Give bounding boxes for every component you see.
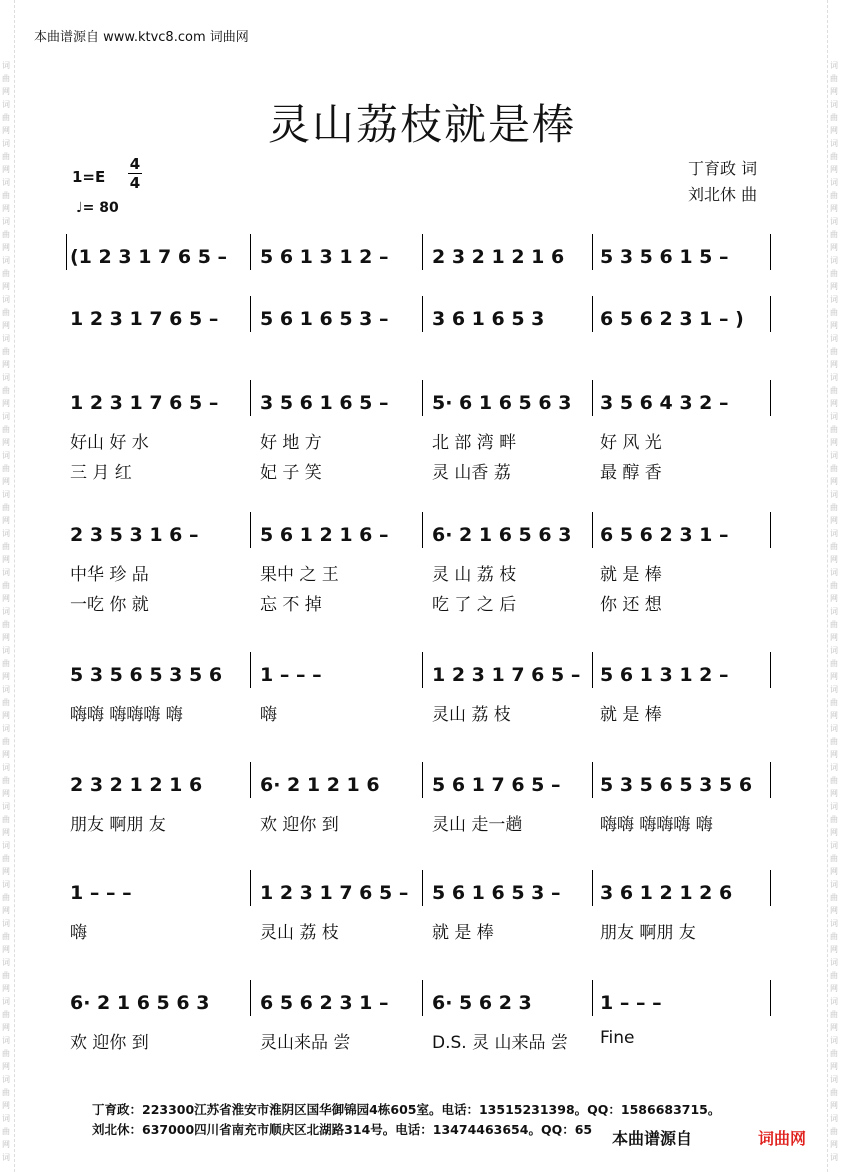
watermark-glyph: 网	[830, 243, 838, 252]
watermark-glyph: 曲	[830, 542, 838, 551]
measure-notes: 6 5 6 2 3 1 –	[260, 992, 389, 1014]
watermark-glyph: 词	[2, 178, 10, 187]
watermark-glyph: 曲	[2, 698, 10, 707]
watermark-glyph: 网	[2, 126, 10, 135]
watermark-glyph: 词	[830, 139, 838, 148]
watermark-glyph: 网	[830, 87, 838, 96]
measure-notes: 5 3 5 6 5 3 5 6	[600, 774, 753, 796]
watermark-glyph: 网	[2, 399, 10, 408]
barline	[592, 870, 593, 906]
watermark-glyph: 网	[830, 321, 838, 330]
watermark-glyph: 曲	[830, 1127, 838, 1136]
barline	[592, 234, 593, 270]
watermark-glyph: 网	[830, 750, 838, 759]
barline	[250, 870, 251, 906]
watermark-glyph: 网	[2, 360, 10, 369]
watermark-glyph: 词	[2, 1075, 10, 1084]
watermark-glyph: 词	[2, 685, 10, 694]
watermark-glyph: 曲	[2, 152, 10, 161]
watermark-glyph: 曲	[2, 854, 10, 863]
watermark-glyph: 网	[2, 594, 10, 603]
watermark-glyph: 网	[2, 789, 10, 798]
barline	[592, 380, 593, 416]
watermark-glyph: 网	[830, 1062, 838, 1071]
lyric-line-2: 一吃 你 就	[70, 595, 149, 615]
barline	[250, 512, 251, 548]
watermark-glyph: 词	[2, 100, 10, 109]
watermark-glyph: 曲	[2, 659, 10, 668]
time-signature	[128, 156, 142, 191]
watermark-glyph: 词	[830, 646, 838, 655]
watermark-glyph: 曲	[2, 74, 10, 83]
watermark-glyph: 网	[830, 672, 838, 681]
measure-notes: 5 6 1 6 5 3 –	[260, 308, 389, 330]
watermark-glyph: 网	[830, 555, 838, 564]
watermark-glyph: 曲	[830, 386, 838, 395]
measure-notes: 5 3 5 6 5 3 5 6	[70, 664, 223, 686]
lyric-line-2: 忘 不 掉	[260, 595, 322, 615]
watermark-glyph: 曲	[830, 776, 838, 785]
watermark-glyph: 词	[830, 217, 838, 226]
watermark-glyph: 词	[830, 334, 838, 343]
watermark-glyph: 词	[830, 1114, 838, 1123]
lyric-line-2: 你 还 想	[600, 595, 662, 615]
barline	[66, 234, 67, 270]
watermark-glyph: 网	[2, 945, 10, 954]
barline	[770, 234, 771, 270]
lyric-line-1: 朋友 啊朋 友	[70, 815, 166, 835]
watermark-glyph: 网	[2, 984, 10, 993]
barline	[770, 652, 771, 688]
watermark-glyph: 曲	[830, 815, 838, 824]
watermark-glyph: 网	[2, 516, 10, 525]
watermark-glyph: 曲	[830, 698, 838, 707]
watermark-glyph: 网	[2, 555, 10, 564]
watermark-glyph: 网	[830, 789, 838, 798]
barline	[770, 762, 771, 798]
watermark-glyph: 曲	[2, 425, 10, 434]
lyric-line-2: 三 月 红	[70, 463, 132, 483]
barline	[422, 762, 423, 798]
watermark-glyph: 曲	[2, 1049, 10, 1058]
watermark-glyph: 词	[2, 802, 10, 811]
watermark-glyph: 曲	[2, 230, 10, 239]
watermark-glyph: 曲	[830, 191, 838, 200]
watermark-glyph: 网	[2, 321, 10, 330]
watermark-glyph: 词	[2, 256, 10, 265]
watermark-glyph: 词	[2, 217, 10, 226]
lyric-line-2: 灵 山香 荔	[432, 463, 511, 483]
measure-notes: 3 5 6 4 3 2 –	[600, 392, 729, 414]
lyric-line-1: Fine	[600, 1028, 635, 1048]
watermark-glyph: 词	[2, 373, 10, 382]
watermark-glyph: 网	[830, 1140, 838, 1149]
watermark-glyph: 曲	[830, 308, 838, 317]
watermark-glyph: 词	[2, 139, 10, 148]
watermark-glyph: 曲	[2, 464, 10, 473]
watermark-glyph: 网	[830, 633, 838, 642]
watermark-glyph: 网	[830, 126, 838, 135]
lyric-line-1: 中华 珍 品	[70, 565, 149, 585]
watermark-glyph: 词	[830, 802, 838, 811]
watermark-glyph: 曲	[830, 1049, 838, 1058]
watermark-glyph: 词	[2, 919, 10, 928]
barline	[592, 980, 593, 1016]
lyricist: 丁育政 词	[688, 159, 758, 178]
watermark-glyph: 网	[830, 204, 838, 213]
brand-logo-text: 词曲网	[758, 1129, 807, 1148]
watermark-glyph: 曲	[2, 737, 10, 746]
lyric-line-1: 灵山 荔 枝	[260, 923, 339, 943]
watermark-glyph: 词	[2, 763, 10, 772]
barline	[770, 512, 771, 548]
watermark-glyph: 网	[830, 477, 838, 486]
watermark-glyph: 曲	[2, 581, 10, 590]
credits	[688, 156, 757, 208]
watermark-glyph: 曲	[2, 893, 10, 902]
lyric-line-1: 果中 之 王	[260, 565, 339, 585]
watermark-glyph: 网	[830, 516, 838, 525]
watermark-glyph: 曲	[2, 815, 10, 824]
watermark-glyph: 词	[830, 724, 838, 733]
lyric-line-1: 欢 迎你 到	[70, 1033, 149, 1053]
footer-line-2: 刘北休：637000四川省南充市顺庆区北湖路314号。电话：13474463654。QQ：65	[92, 1122, 593, 1137]
barline	[422, 870, 423, 906]
barline	[422, 512, 423, 548]
watermark-glyph: 网	[830, 1023, 838, 1032]
watermark-glyph: 词	[2, 529, 10, 538]
composer: 刘北休 曲	[688, 185, 758, 204]
watermark-glyph: 网	[2, 1023, 10, 1032]
watermark-glyph: 网	[2, 633, 10, 642]
watermark-glyph: 网	[2, 477, 10, 486]
barline	[250, 980, 251, 1016]
lyric-line-1: 灵 山 荔 枝	[432, 565, 517, 585]
watermark-glyph: 曲	[830, 1010, 838, 1019]
measure-notes: (1 2 3 1 7 6 5 –	[70, 246, 228, 268]
barline	[592, 652, 593, 688]
watermark-glyph: 词	[830, 958, 838, 967]
watermark-glyph: 网	[2, 1062, 10, 1071]
barline	[770, 380, 771, 416]
measure-notes: 2 3 5 3 1 6 –	[70, 524, 199, 546]
watermark-glyph: 曲	[2, 386, 10, 395]
measure-notes: 5 6 1 2 1 6 –	[260, 524, 389, 546]
source-header: 本曲谱源自 www.ktvc8.com 词曲网	[34, 30, 249, 45]
watermark-glyph: 词	[830, 685, 838, 694]
watermark-glyph: 词	[830, 919, 838, 928]
time-bottom: 4	[129, 174, 141, 192]
time-top: 4	[129, 155, 141, 173]
lyric-line-1: 好 地 方	[260, 433, 322, 453]
watermark-glyph: 网	[830, 828, 838, 837]
watermark-glyph: 网	[830, 282, 838, 291]
watermark-glyph: 词	[2, 1114, 10, 1123]
barline	[422, 296, 423, 332]
measure-notes: 1 2 3 1 7 6 5 –	[70, 308, 219, 330]
song-title: 灵山荔枝就是棒	[267, 100, 576, 149]
barline	[250, 652, 251, 688]
lyric-line-2: 妃 子 笑	[260, 463, 322, 483]
measure-notes: 1 – – –	[70, 882, 132, 904]
watermark-glyph: 曲	[830, 581, 838, 590]
measure-notes: 1 2 3 1 7 6 5 –	[70, 392, 219, 414]
watermark-glyph: 曲	[830, 74, 838, 83]
lyric-line-1: 灵山 走一趟	[432, 815, 523, 835]
watermark-glyph: 词	[2, 646, 10, 655]
watermark-glyph: 词	[830, 568, 838, 577]
lyric-line-1: D.S. 灵 山来品 尝	[432, 1033, 568, 1053]
lyric-line-1: 嗨嗨 嗨嗨嗨 嗨	[70, 705, 183, 725]
left-watermark-strip	[0, 0, 15, 1172]
watermark-glyph: 词	[2, 1153, 10, 1162]
watermark-glyph: 网	[830, 360, 838, 369]
measure-notes: 2 3 2 1 2 1 6	[70, 774, 203, 796]
watermark-glyph: 曲	[2, 113, 10, 122]
watermark-glyph: 曲	[2, 620, 10, 629]
watermark-glyph: 曲	[2, 542, 10, 551]
watermark-glyph: 网	[2, 438, 10, 447]
watermark-glyph: 词	[830, 451, 838, 460]
watermark-glyph: 曲	[830, 971, 838, 980]
watermark-glyph: 词	[2, 61, 10, 70]
watermark-glyph: 曲	[2, 776, 10, 785]
watermark-glyph: 词	[2, 724, 10, 733]
barline	[422, 234, 423, 270]
lyric-line-1: 嗨嗨 嗨嗨嗨 嗨	[600, 815, 713, 835]
watermark-glyph: 词	[830, 1075, 838, 1084]
watermark-glyph: 曲	[830, 269, 838, 278]
barline	[422, 652, 423, 688]
watermark-glyph: 词	[2, 607, 10, 616]
watermark-glyph: 词	[830, 997, 838, 1006]
watermark-glyph: 曲	[830, 893, 838, 902]
tempo-mark: ♩= 80	[76, 200, 119, 216]
measure-notes: 3 6 1 2 1 2 6	[600, 882, 733, 904]
watermark-glyph: 词	[830, 178, 838, 187]
measure-notes: 1 2 3 1 7 6 5 –	[260, 882, 409, 904]
watermark-glyph: 词	[2, 334, 10, 343]
watermark-glyph: 曲	[2, 1088, 10, 1097]
watermark-glyph: 网	[2, 867, 10, 876]
watermark-glyph: 曲	[830, 737, 838, 746]
lyric-line-2: 最 醇 香	[600, 463, 662, 483]
watermark-glyph: 网	[2, 672, 10, 681]
watermark-glyph: 曲	[2, 347, 10, 356]
measure-notes: 3 5 6 1 6 5 –	[260, 392, 389, 414]
watermark-glyph: 曲	[2, 1010, 10, 1019]
watermark-glyph: 词	[2, 841, 10, 850]
watermark-glyph: 词	[830, 529, 838, 538]
lyric-line-1: 就 是 棒	[600, 565, 662, 585]
watermark-glyph: 词	[830, 100, 838, 109]
measure-notes: 5 3 5 6 1 5 –	[600, 246, 729, 268]
barline	[250, 380, 251, 416]
watermark-glyph: 词	[830, 373, 838, 382]
lyric-line-1: 嗨	[260, 705, 277, 725]
watermark-glyph: 词	[2, 997, 10, 1006]
watermark-glyph: 网	[2, 243, 10, 252]
watermark-glyph: 词	[2, 958, 10, 967]
watermark-glyph: 网	[2, 87, 10, 96]
watermark-glyph: 曲	[830, 1088, 838, 1097]
watermark-glyph: 网	[2, 282, 10, 291]
barline	[250, 762, 251, 798]
watermark-glyph: 曲	[2, 503, 10, 512]
watermark-glyph: 网	[830, 945, 838, 954]
brand-label: 本曲谱源自	[612, 1129, 693, 1148]
right-watermark-strip	[827, 0, 842, 1172]
measure-notes: 5 6 1 7 6 5 –	[432, 774, 561, 796]
watermark-glyph: 曲	[2, 308, 10, 317]
watermark-glyph: 词	[830, 412, 838, 421]
lyric-line-1: 灵山 荔 枝	[432, 705, 511, 725]
watermark-glyph: 网	[2, 711, 10, 720]
measure-notes: 5· 6 1 6 5 6 3	[432, 392, 572, 414]
watermark-glyph: 曲	[830, 347, 838, 356]
measure-notes: 6· 2 1 6 5 6 3	[432, 524, 572, 546]
footer-line-1: 丁育政：223300江苏省淮安市淮阴区国华御锦园4栋605室。电话：13515231398。QQ：1586683715。	[92, 1102, 721, 1117]
watermark-glyph: 词	[2, 412, 10, 421]
watermark-glyph: 网	[830, 984, 838, 993]
lyric-line-2: 吃 了 之 后	[432, 595, 517, 615]
watermark-glyph: 曲	[830, 464, 838, 473]
watermark-glyph: 曲	[830, 620, 838, 629]
watermark-glyph: 曲	[830, 503, 838, 512]
lyric-line-1: 嗨	[70, 923, 87, 943]
measure-notes: 1 – – –	[600, 992, 662, 1014]
watermark-glyph: 网	[2, 750, 10, 759]
watermark-glyph: 网	[830, 438, 838, 447]
watermark-glyph: 网	[2, 1101, 10, 1110]
watermark-glyph: 词	[2, 1036, 10, 1045]
watermark-glyph: 曲	[2, 1127, 10, 1136]
barline	[592, 762, 593, 798]
barline	[422, 380, 423, 416]
watermark-glyph: 词	[830, 61, 838, 70]
watermark-glyph: 网	[2, 828, 10, 837]
watermark-glyph: 曲	[830, 659, 838, 668]
watermark-glyph: 词	[830, 607, 838, 616]
watermark-glyph: 网	[830, 711, 838, 720]
measure-notes: 6· 5 6 2 3	[432, 992, 532, 1014]
watermark-glyph: 网	[830, 906, 838, 915]
lyric-line-1: 灵山来品 尝	[260, 1033, 351, 1053]
watermark-glyph: 曲	[830, 932, 838, 941]
barline	[250, 234, 251, 270]
lyric-line-1: 欢 迎你 到	[260, 815, 339, 835]
barline	[770, 870, 771, 906]
measure-notes: 1 – – –	[260, 664, 322, 686]
watermark-glyph: 词	[830, 1036, 838, 1045]
watermark-glyph: 网	[2, 906, 10, 915]
watermark-glyph: 词	[830, 841, 838, 850]
watermark-glyph: 曲	[2, 191, 10, 200]
watermark-glyph: 词	[2, 880, 10, 889]
watermark-glyph: 曲	[830, 152, 838, 161]
barline	[592, 512, 593, 548]
watermark-glyph: 网	[830, 867, 838, 876]
key-signature: 1=E	[72, 168, 106, 186]
measure-notes: 3 6 1 6 5 3	[432, 308, 545, 330]
watermark-glyph: 网	[2, 204, 10, 213]
watermark-glyph: 曲	[2, 269, 10, 278]
lyric-line-1: 北 部 湾 畔	[432, 433, 517, 453]
measure-notes: 2 3 2 1 2 1 6	[432, 246, 565, 268]
barline	[422, 980, 423, 1016]
watermark-glyph: 网	[830, 1101, 838, 1110]
measure-notes: 6 5 6 2 3 1 – )	[600, 308, 744, 330]
measure-notes: 1 2 3 1 7 6 5 –	[432, 664, 581, 686]
watermark-glyph: 词	[2, 568, 10, 577]
watermark-glyph: 曲	[830, 230, 838, 239]
lyric-line-1: 就 是 棒	[432, 923, 494, 943]
watermark-glyph: 曲	[2, 932, 10, 941]
watermark-glyph: 词	[830, 490, 838, 499]
measure-notes: 5 6 1 3 1 2 –	[600, 664, 729, 686]
lyric-line-1: 朋友 啊朋 友	[600, 923, 696, 943]
measure-notes: 5 6 1 3 1 2 –	[260, 246, 389, 268]
barline	[592, 296, 593, 332]
watermark-glyph: 词	[830, 256, 838, 265]
watermark-glyph: 词	[2, 490, 10, 499]
lyric-line-1: 就 是 棒	[600, 705, 662, 725]
lyric-line-1: 好 风 光	[600, 433, 662, 453]
watermark-glyph: 曲	[2, 971, 10, 980]
barline	[770, 980, 771, 1016]
barline	[770, 296, 771, 332]
measure-notes: 6· 2 1 2 1 6	[260, 774, 380, 796]
watermark-glyph: 词	[2, 295, 10, 304]
watermark-glyph: 词	[830, 1153, 838, 1162]
watermark-glyph: 网	[830, 165, 838, 174]
measure-notes: 5 6 1 6 5 3 –	[432, 882, 561, 904]
watermark-glyph: 词	[830, 763, 838, 772]
measure-notes: 6· 2 1 6 5 6 3	[70, 992, 210, 1014]
watermark-glyph: 网	[2, 165, 10, 174]
watermark-glyph: 词	[2, 451, 10, 460]
barline	[250, 296, 251, 332]
watermark-glyph: 词	[830, 880, 838, 889]
watermark-glyph: 词	[830, 295, 838, 304]
watermark-glyph: 网	[830, 399, 838, 408]
measure-notes: 6 5 6 2 3 1 –	[600, 524, 729, 546]
watermark-glyph: 网	[830, 594, 838, 603]
watermark-glyph: 网	[2, 1140, 10, 1149]
watermark-glyph: 曲	[830, 854, 838, 863]
watermark-glyph: 曲	[830, 425, 838, 434]
watermark-glyph: 曲	[830, 113, 838, 122]
lyric-line-1: 好山 好 水	[70, 433, 149, 453]
